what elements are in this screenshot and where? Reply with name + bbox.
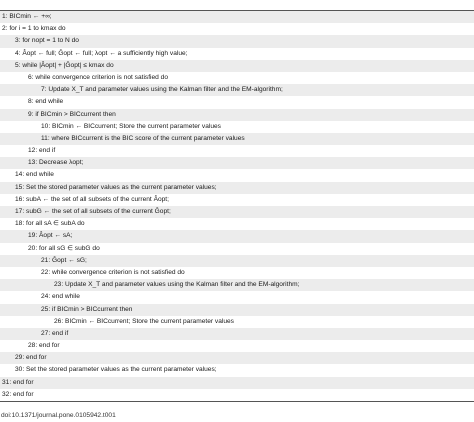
algorithm-line [0,169,474,181]
line-text: BICmin ← BICcurrent; Store the current parameter values [65,317,234,325]
line-text: end for [13,390,34,398]
line-number: 32: [2,390,12,398]
line-text: for nopt = 1 to N do [22,37,79,45]
algorithm-line [0,279,474,291]
algorithm-line [0,218,474,230]
line-text: end for [39,342,60,350]
line-number: 3: [15,37,21,45]
line-number: 7: [41,86,47,94]
doi-caption: doi:10.1371/journal.pone.0105942.t001 [1,412,116,419]
line-number: 29: [15,354,25,362]
algorithm-line [0,255,474,267]
algorithm-line [0,84,474,96]
algorithm-line [0,328,474,340]
line-text: end if [39,147,56,155]
algorithm-line [0,206,474,218]
algorithm-line [0,109,474,121]
line-number: 13: [28,159,38,167]
line-text: for all sG ∈ subG do [39,244,100,252]
algorithm-line [0,243,474,255]
algorithm-line [0,157,474,169]
line-text: while convergence criterion is not satisfied do [52,268,185,276]
algorithm-lines [0,11,474,401]
line-number: 11: [41,134,50,142]
line-text: Set the stored parameter values as the current parameter values; [26,183,217,191]
line-text: end for [26,354,47,362]
algorithm-line [0,60,474,72]
line-number: 25: [41,305,51,313]
line-number: 30: [15,366,25,374]
line-text: end while [26,171,54,179]
line-text: for i = 1 to kmax do [9,25,66,33]
line-number: 8: [28,98,34,106]
line-number: 6: [28,73,34,81]
bottom-rule [0,401,474,402]
line-number: 12: [28,147,38,155]
line-number: 23: [54,281,64,289]
line-text: Update X_T and parameter values using the Kalman filter and the EM-algorithm; [65,281,300,289]
line-number: 15: [15,183,25,191]
line-number: 24: [41,293,51,301]
line-text: subA ← the set of all subsets of the current Âopt; [26,195,169,203]
algorithm-line [0,133,474,145]
line-text: if BICmin > BICcurrent then [52,305,133,313]
algorithm-line [0,267,474,279]
line-number: 19: [28,232,38,240]
algorithm-line [0,72,474,84]
line-number: 27: [41,329,51,337]
line-text: Âopt ← full; Ĝopt ← full; λopt ← a sufficiently high value; [22,49,188,57]
line-text: Set the stored parameter values as the current parameter values; [26,366,217,374]
line-text: end for [13,378,34,386]
line-number: 17: [15,208,25,215]
algorithm-line [0,304,474,316]
line-text: if BICmin > BICcurrent then [35,110,116,118]
line-number: 5: [15,61,21,69]
algorithm-line [0,194,474,206]
line-text: Ĝopt ← sG; [52,256,87,264]
line-text: Decrease λopt; [39,159,84,167]
algorithm-table [0,10,474,402]
line-number: 22: [41,268,51,276]
algorithm-line [0,352,474,364]
algorithm-line [0,11,474,23]
algorithm-line [0,291,474,303]
line-number: 2: [2,25,8,33]
algorithm-line [0,121,474,133]
line-number: 9: [28,110,34,118]
line-number: 18: [15,220,25,228]
line-number: 10: [41,122,51,130]
algorithm-line [0,35,474,47]
line-text: BICmin ← BICcurrent; Store the current parameter values [52,122,221,130]
line-text: while convergence criterion is not satisfied do [35,73,169,81]
line-text: BICmin ← +∞; [9,13,52,20]
algorithm-line [0,364,474,376]
algorithm-line [0,96,474,108]
line-text: for all sA ∈ subA do [26,220,85,228]
algorithm-line [0,389,474,401]
line-number: 4: [15,49,21,57]
line-text: subG ← the set of all subsets of the current Ĝopt; [26,208,171,215]
line-number: 28: [28,342,38,350]
algorithm-line [0,230,474,242]
algorithm-line [0,316,474,328]
line-number: 21: [41,256,51,264]
line-number: 14: [15,171,25,179]
line-number: 26: [54,317,64,325]
line-text: while |Âopt| + |Ĝopt| ≤ kmax do [22,61,114,69]
line-number: 1: [2,13,8,20]
line-number: 31: [2,378,12,386]
line-text: end while [52,293,80,301]
line-number: 20: [28,244,38,252]
algorithm-line [0,182,474,194]
line-text: where BICcurrent is the BIC score of the current parameter values [51,134,245,142]
line-text: end while [35,98,64,106]
algorithm-line [0,23,474,35]
algorithm-line [0,340,474,352]
line-number: 16: [15,195,25,203]
line-text: Âopt ← sA; [39,232,73,240]
algorithm-line [0,377,474,389]
line-text: Update X_T and parameter values using the Kalman filter and the EM-algorithm; [48,86,283,94]
algorithm-line [0,145,474,157]
algorithm-line [0,48,474,60]
line-text: end if [52,329,69,337]
